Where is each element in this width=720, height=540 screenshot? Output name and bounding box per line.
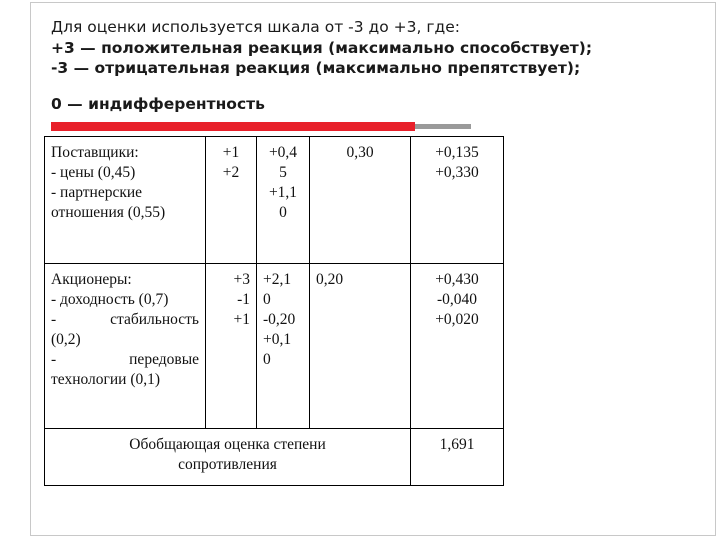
weighted-cell [257, 264, 310, 429]
table-row-suppliers [45, 137, 504, 264]
group-weight-cell [310, 264, 411, 429]
stakeholder-factor: передовые [129, 351, 199, 368]
summary-label: сопротивления [178, 456, 277, 473]
result-value: +0,020 [435, 311, 479, 328]
result-value: +0,430 [435, 271, 479, 288]
intro-line-scale: Для оценки используется шкала от -3 до +3, где: [51, 18, 460, 36]
stakeholder-factor: - доходность (0,7) [51, 291, 169, 308]
summary-label: Обобщающая оценка степени [129, 436, 326, 453]
stakeholder-factor: стабильность [110, 311, 199, 328]
summary-value: 1,691 [439, 436, 475, 453]
weighted-value: 0 [279, 204, 287, 221]
result-value: +0,135 [435, 144, 479, 161]
accent-bar-grey [415, 124, 471, 129]
weighted-value: 0 [263, 291, 271, 308]
stakeholder-factor-line [51, 310, 199, 330]
stakeholder-factor: - партнерские [51, 184, 143, 201]
stakeholder-factor: отношения (0,55) [51, 204, 166, 221]
score-cell [206, 137, 257, 264]
score-value: -1 [237, 291, 250, 308]
score-cell [206, 264, 257, 429]
table-row-summary [45, 429, 504, 486]
stakeholder-factor-line [51, 350, 199, 370]
group-weight-value: 0,30 [346, 144, 374, 161]
weighted-value: +0,1 [263, 331, 292, 348]
intro-line-positive: +3 — положительная реакция (максимально способствует); [51, 39, 593, 57]
result-cell [411, 137, 504, 264]
weighted-value: -0,20 [263, 311, 296, 328]
group-weight-value: 0,20 [316, 271, 344, 288]
result-value: -0,040 [436, 291, 478, 308]
score-value: +1 [222, 144, 240, 161]
result-cell [411, 264, 504, 429]
stakeholder-cell-suppliers [45, 137, 206, 264]
weighted-cell [257, 137, 310, 264]
stakeholder-title: Поставщики: [51, 144, 139, 161]
score-value: +2 [222, 164, 240, 181]
stakeholder-dash: - [51, 351, 57, 368]
stakeholder-factor: технологии (0,1) [51, 371, 161, 388]
stakeholder-dash: - [51, 311, 57, 328]
weighted-value: +0,4 [268, 144, 298, 161]
result-value: +0,330 [435, 164, 479, 181]
score-value: +1 [233, 311, 250, 328]
stakeholder-cell-shareholders [45, 264, 206, 429]
weighted-value: +2,1 [263, 271, 292, 288]
summary-label-cell [45, 429, 411, 486]
summary-value-cell [411, 429, 504, 486]
group-weight-cell [310, 137, 411, 264]
weighted-value: +1,1 [268, 184, 298, 201]
assessment-table [44, 136, 504, 486]
weighted-value: 0 [263, 351, 271, 368]
stakeholder-title: Акционеры: [51, 271, 132, 288]
score-value: +3 [233, 271, 250, 288]
table-row-shareholders [45, 264, 504, 429]
weighted-value: 5 [279, 164, 287, 181]
intro-line-negative: -3 — отрицательная реакция (максимально препятствует); [51, 59, 581, 77]
stakeholder-factor: (0,2) [51, 331, 81, 348]
accent-bar-red [51, 122, 415, 131]
stakeholder-factor: - цены (0,45) [51, 164, 136, 181]
intro-line-neutral: 0 — индифферентность [51, 95, 265, 113]
